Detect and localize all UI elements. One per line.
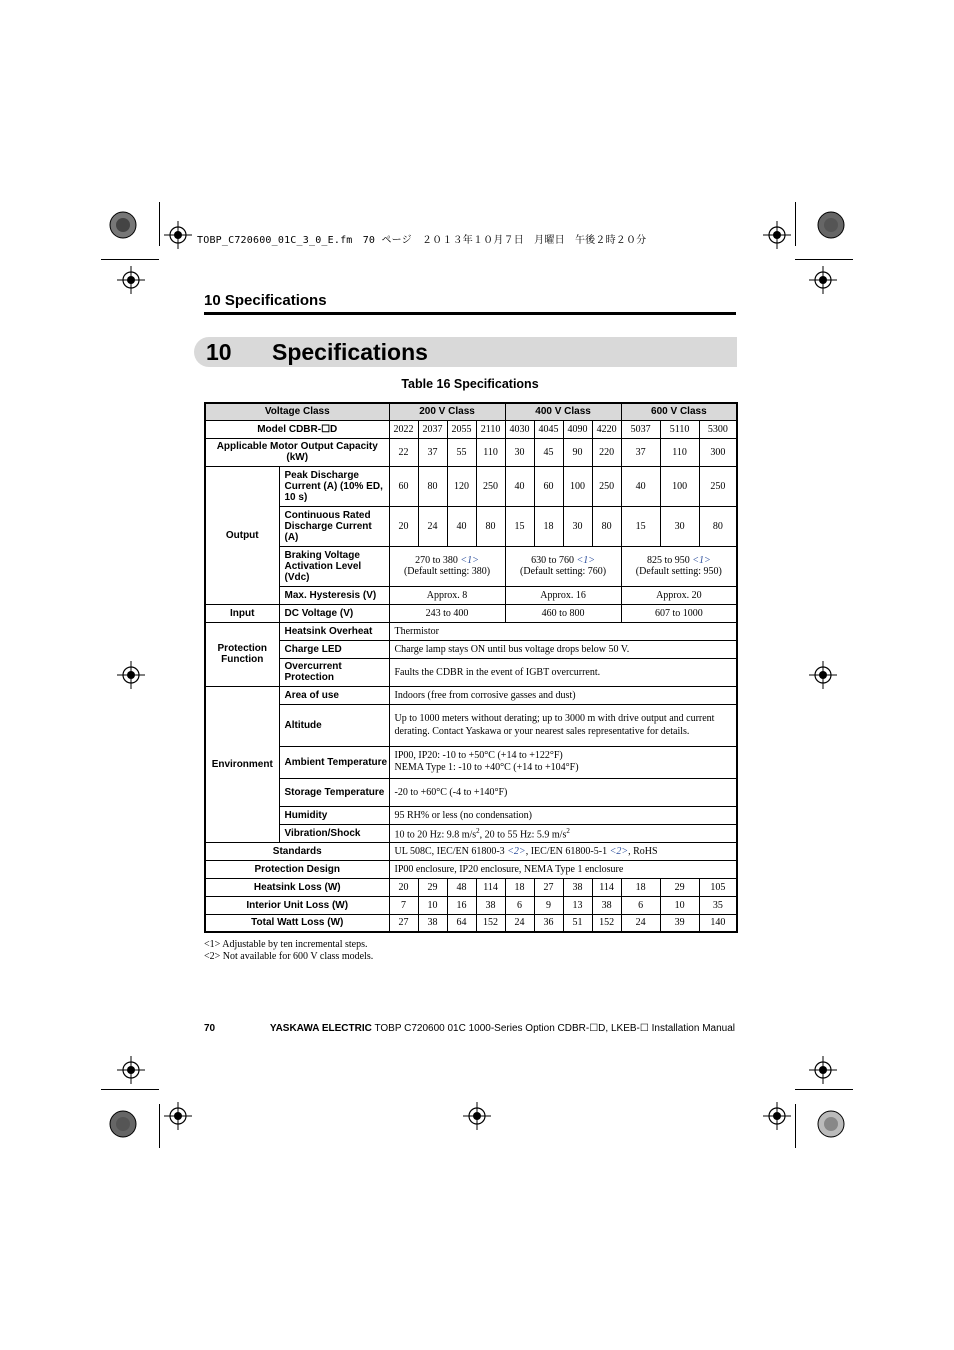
- model-cell: 5110: [660, 420, 699, 438]
- table-cell: 9: [534, 896, 563, 914]
- table-cell: 10: [418, 896, 447, 914]
- vibration-text: , 20 to 55 Hz: 5.9 m/s: [479, 829, 567, 841]
- table-cell: Up to 1000 meters without derating; up to 3000 m with drive output and current derating. Contact Yaskawa or your nearest sales representative for details.: [389, 704, 737, 746]
- braking-600v: [621, 546, 737, 586]
- table-cell: 250: [699, 466, 737, 506]
- table-cell: 300: [699, 438, 737, 466]
- output-label: Output: [205, 466, 279, 604]
- braking-voltage-label: Braking Voltage Activation Level (Vdc): [279, 546, 389, 586]
- table-cell: 37: [621, 438, 660, 466]
- registration-target-icon: [763, 221, 791, 249]
- table-row: [205, 506, 737, 546]
- altitude-label: Altitude: [279, 704, 389, 746]
- table-cell: 16: [447, 896, 476, 914]
- crop-mark: [795, 1104, 796, 1148]
- page-footer: [270, 1023, 735, 1034]
- total-loss-label: Total Watt Loss (W): [205, 914, 389, 932]
- standards-text: , RoHS: [628, 845, 658, 857]
- table-cell: Indoors (free from corrosive gasses and dust): [389, 686, 737, 704]
- input-label: Input: [205, 604, 279, 622]
- table-cell: Thermistor: [389, 622, 737, 640]
- table-cell: 100: [660, 466, 699, 506]
- model-cell: 2055: [447, 420, 476, 438]
- table-row: [205, 546, 737, 586]
- table-cell: 152: [476, 914, 505, 932]
- table-row: [205, 658, 737, 686]
- braking-default: (Default setting: 760): [520, 566, 607, 577]
- table-cell: IP00 enclosure, IP20 enclosure, NEMA Type 1 enclosure: [389, 860, 737, 878]
- table-row: [205, 622, 737, 640]
- charge-led-label: Charge LED: [279, 640, 389, 658]
- table-cell: 105: [699, 878, 737, 896]
- model-cell: 4030: [505, 420, 534, 438]
- table-cell: 220: [592, 438, 621, 466]
- braking-range: 630 to 760: [531, 555, 574, 566]
- table-cell: 20: [389, 506, 418, 546]
- model-cell: 2037: [418, 420, 447, 438]
- table-cell: 114: [592, 878, 621, 896]
- table-cell: 45: [534, 438, 563, 466]
- footnote-ref-2[interactable]: <2>: [609, 845, 629, 857]
- heatsink-loss-label: Heatsink Loss (W): [205, 878, 389, 896]
- area-of-use-label: Area of use: [279, 686, 389, 704]
- table-cell: 140: [699, 914, 737, 932]
- table-row: [205, 704, 737, 746]
- ambient-line: NEMA Type 1: -10 to +40°C (+14 to +104°F): [394, 762, 579, 773]
- continuous-current-label: Continuous Rated Discharge Current (A): [279, 506, 389, 546]
- dc-voltage-label: DC Voltage (V): [279, 604, 389, 622]
- vibration-text: 10 to 20 Hz: 9.8 m/s: [394, 829, 477, 841]
- running-head-rule: [204, 312, 736, 315]
- table-cell: 40: [621, 466, 660, 506]
- table-cell: 27: [389, 914, 418, 932]
- registration-target-icon: [117, 1056, 145, 1084]
- table-caption: Table 16 Specifications: [401, 377, 539, 391]
- table-cell: 80: [476, 506, 505, 546]
- class-200v: 200 V Class: [389, 403, 505, 420]
- table-cell: 29: [418, 878, 447, 896]
- table-cell: 243 to 400: [389, 604, 505, 622]
- table-cell: 250: [476, 466, 505, 506]
- table-cell: 40: [447, 506, 476, 546]
- table-cell: -20 to +60°C (-4 to +140°F): [389, 778, 737, 806]
- table-cell: 110: [660, 438, 699, 466]
- ambient-line: IP00, IP20: -10 to +50°C (+14 to +122°F): [394, 750, 563, 761]
- rosette-icon: [109, 1110, 137, 1138]
- table-row: [205, 878, 737, 896]
- ambient-temperature-label: Ambient Temperature: [279, 746, 389, 778]
- table-cell: 607 to 1000: [621, 604, 737, 622]
- registration-target-icon: [809, 661, 837, 689]
- table-row: [205, 806, 737, 824]
- table-cell: 22: [389, 438, 418, 466]
- rosette-icon: [817, 1110, 845, 1138]
- hysteresis-label: Max. Hysteresis (V): [279, 586, 389, 604]
- table-cell: Approx. 16: [505, 586, 621, 604]
- table-cell: 38: [476, 896, 505, 914]
- protection-design-label: Protection Design: [205, 860, 389, 878]
- table-cell: 250: [592, 466, 621, 506]
- model-label: Model CDBR-☐D: [205, 420, 389, 438]
- peak-current-label: Peak Discharge Current (A) (10% ED, 10 s): [279, 466, 389, 506]
- table-cell: 7: [389, 896, 418, 914]
- footnote-ref-2[interactable]: <2>: [507, 845, 526, 857]
- table-cell: 90: [563, 438, 592, 466]
- table-row: [205, 686, 737, 704]
- class-400v: 400 V Class: [505, 403, 621, 420]
- table-cell: 38: [592, 896, 621, 914]
- table-cell: 51: [563, 914, 592, 932]
- superscript: 2: [476, 826, 480, 835]
- registration-target-icon: [117, 661, 145, 689]
- table-row: [205, 586, 737, 604]
- footer-text: TOBP C720600 01C 1000-Series Option CDBR-☐D, LKEB-☐ Installation Manual: [371, 1023, 735, 1034]
- table-cell: 37: [418, 438, 447, 466]
- table-cell: 6: [505, 896, 534, 914]
- crop-mark: [159, 1104, 160, 1148]
- table-cell: 38: [563, 878, 592, 896]
- storage-temperature-label: Storage Temperature: [279, 778, 389, 806]
- crop-mark: [159, 202, 160, 246]
- table-row: [205, 746, 737, 778]
- model-cell: 5300: [699, 420, 737, 438]
- running-head: 10 Specifications: [204, 292, 327, 309]
- registration-target-icon: [809, 1056, 837, 1084]
- table-cell: 35: [699, 896, 737, 914]
- table-cell: 100: [563, 466, 592, 506]
- rosette-icon: [109, 211, 137, 239]
- registration-target-icon: [763, 1102, 791, 1130]
- footer-brand: YASKAWA ELECTRIC: [269, 1023, 372, 1034]
- braking-range: 825 to 950: [646, 555, 690, 566]
- model-cell: 4090: [563, 420, 592, 438]
- table-cell: 39: [660, 914, 699, 932]
- table-cell: 48: [447, 878, 476, 896]
- chapter-number: 10: [206, 339, 232, 365]
- table-cell: 114: [476, 878, 505, 896]
- table-cell: 80: [418, 466, 447, 506]
- crop-mark: [795, 1089, 853, 1090]
- registration-target-icon: [463, 1102, 491, 1130]
- file-header: TOBP_C720600_01C_3_0_E.fm 70 ページ ２０１３年１０月７日 月曜日 午後２時２０分: [197, 235, 647, 246]
- table-row: [205, 466, 737, 506]
- table-row: [205, 778, 737, 806]
- model-cell: 4220: [592, 420, 621, 438]
- humidity-label: Humidity: [279, 806, 389, 824]
- table-row: [205, 640, 737, 658]
- braking-default: (Default setting: 950): [635, 566, 722, 577]
- registration-target-icon: [164, 221, 192, 249]
- table-cell: 36: [534, 914, 563, 932]
- model-cell: 2022: [389, 420, 418, 438]
- table-cell: Charge lamp stays ON until bus voltage drops below 50 V.: [389, 640, 737, 658]
- crop-mark: [101, 1089, 159, 1090]
- footnote-ref-1[interactable]: <1>: [460, 555, 479, 566]
- registration-target-icon: [164, 1102, 192, 1130]
- table-row: [205, 842, 737, 860]
- table-row: [205, 860, 737, 878]
- environment-label: Environment: [205, 686, 279, 842]
- table-cell: 80: [592, 506, 621, 546]
- table-cell: 18: [505, 878, 534, 896]
- footnote-1: <1> Adjustable by ten incremental steps.: [204, 939, 368, 950]
- table-cell: 20: [389, 878, 418, 896]
- table-cell: Approx. 8: [389, 586, 505, 604]
- table-cell: 38: [418, 914, 447, 932]
- chapter-title: Specifications: [272, 339, 428, 365]
- table-cell: 24: [505, 914, 534, 932]
- footnote-2: <2> Not available for 600 V class models.: [204, 951, 374, 962]
- table-cell: 24: [418, 506, 447, 546]
- page-number: 70: [204, 1023, 216, 1034]
- braking-default: (Default setting: 380): [403, 566, 491, 577]
- rosette-icon: [817, 211, 845, 239]
- registration-target-icon: [809, 266, 837, 294]
- table-cell: 30: [660, 506, 699, 546]
- table-cell: 15: [621, 506, 660, 546]
- table-cell: 6: [621, 896, 660, 914]
- table-cell: 29: [660, 878, 699, 896]
- motor-capacity-label: Applicable Motor Output Capacity (kW): [205, 438, 389, 466]
- model-cell: 2110: [476, 420, 505, 438]
- superscript: 2: [566, 826, 570, 835]
- table-cell: 460 to 800: [505, 604, 621, 622]
- voltage-class-label: Voltage Class: [205, 403, 389, 420]
- heatsink-overheat-label: Heatsink Overheat: [279, 622, 389, 640]
- table-cell: 60: [534, 466, 563, 506]
- table-row: [205, 824, 737, 842]
- footnote-ref-1[interactable]: <1>: [576, 555, 595, 566]
- vibration-shock-label: Vibration/Shock: [279, 824, 389, 842]
- braking-range: 270 to 380: [415, 555, 458, 566]
- table-cell: 18: [534, 506, 563, 546]
- table-row: [205, 604, 737, 622]
- overcurrent-label: Overcurrent Protection: [279, 658, 389, 686]
- table-cell: 15: [505, 506, 534, 546]
- standards-label: Standards: [205, 842, 389, 860]
- table-cell: Approx. 20: [621, 586, 737, 604]
- table-cell: 10: [660, 896, 699, 914]
- table-cell: 18: [621, 878, 660, 896]
- table-cell: 55: [447, 438, 476, 466]
- specifications-table: [204, 402, 738, 933]
- table-cell: 60: [389, 466, 418, 506]
- class-600v: 600 V Class: [621, 403, 737, 420]
- table-cell: 30: [563, 506, 592, 546]
- table-row: [205, 420, 737, 438]
- table-cell: 13: [563, 896, 592, 914]
- model-cell: 4045: [534, 420, 563, 438]
- table-cell: 24: [621, 914, 660, 932]
- table-cell: [389, 746, 737, 778]
- table-row: [205, 438, 737, 466]
- table-cell: 95 RH% or less (no condensation): [389, 806, 737, 824]
- table-cell: 40: [505, 466, 534, 506]
- crop-mark: [795, 259, 853, 260]
- standards-text: UL 508C, IEC/EN 61800-3: [394, 845, 508, 857]
- table-row: [205, 896, 737, 914]
- model-cell: 5037: [621, 420, 660, 438]
- table-cell: 64: [447, 914, 476, 932]
- table-cell: [389, 842, 737, 860]
- crop-mark: [101, 259, 159, 260]
- braking-400v: [505, 546, 621, 586]
- table-cell: 80: [699, 506, 737, 546]
- table-cell: 27: [534, 878, 563, 896]
- protection-function-label: Protection Function: [205, 622, 279, 686]
- table-cell: 110: [476, 438, 505, 466]
- table-row: [205, 403, 737, 420]
- table-row: [205, 914, 737, 932]
- footnote-ref-1[interactable]: <1>: [692, 555, 711, 566]
- table-cell: Faults the CDBR in the event of IGBT overcurrent.: [389, 658, 737, 686]
- table-cell: [389, 824, 737, 842]
- registration-target-icon: [117, 266, 145, 294]
- table-cell: 30: [505, 438, 534, 466]
- table-cell: 152: [592, 914, 621, 932]
- table-cell: 120: [447, 466, 476, 506]
- braking-200v: [389, 546, 505, 586]
- crop-mark: [795, 202, 796, 246]
- interior-loss-label: Interior Unit Loss (W): [205, 896, 389, 914]
- standards-text: , IEC/EN 61800-5-1: [525, 845, 610, 857]
